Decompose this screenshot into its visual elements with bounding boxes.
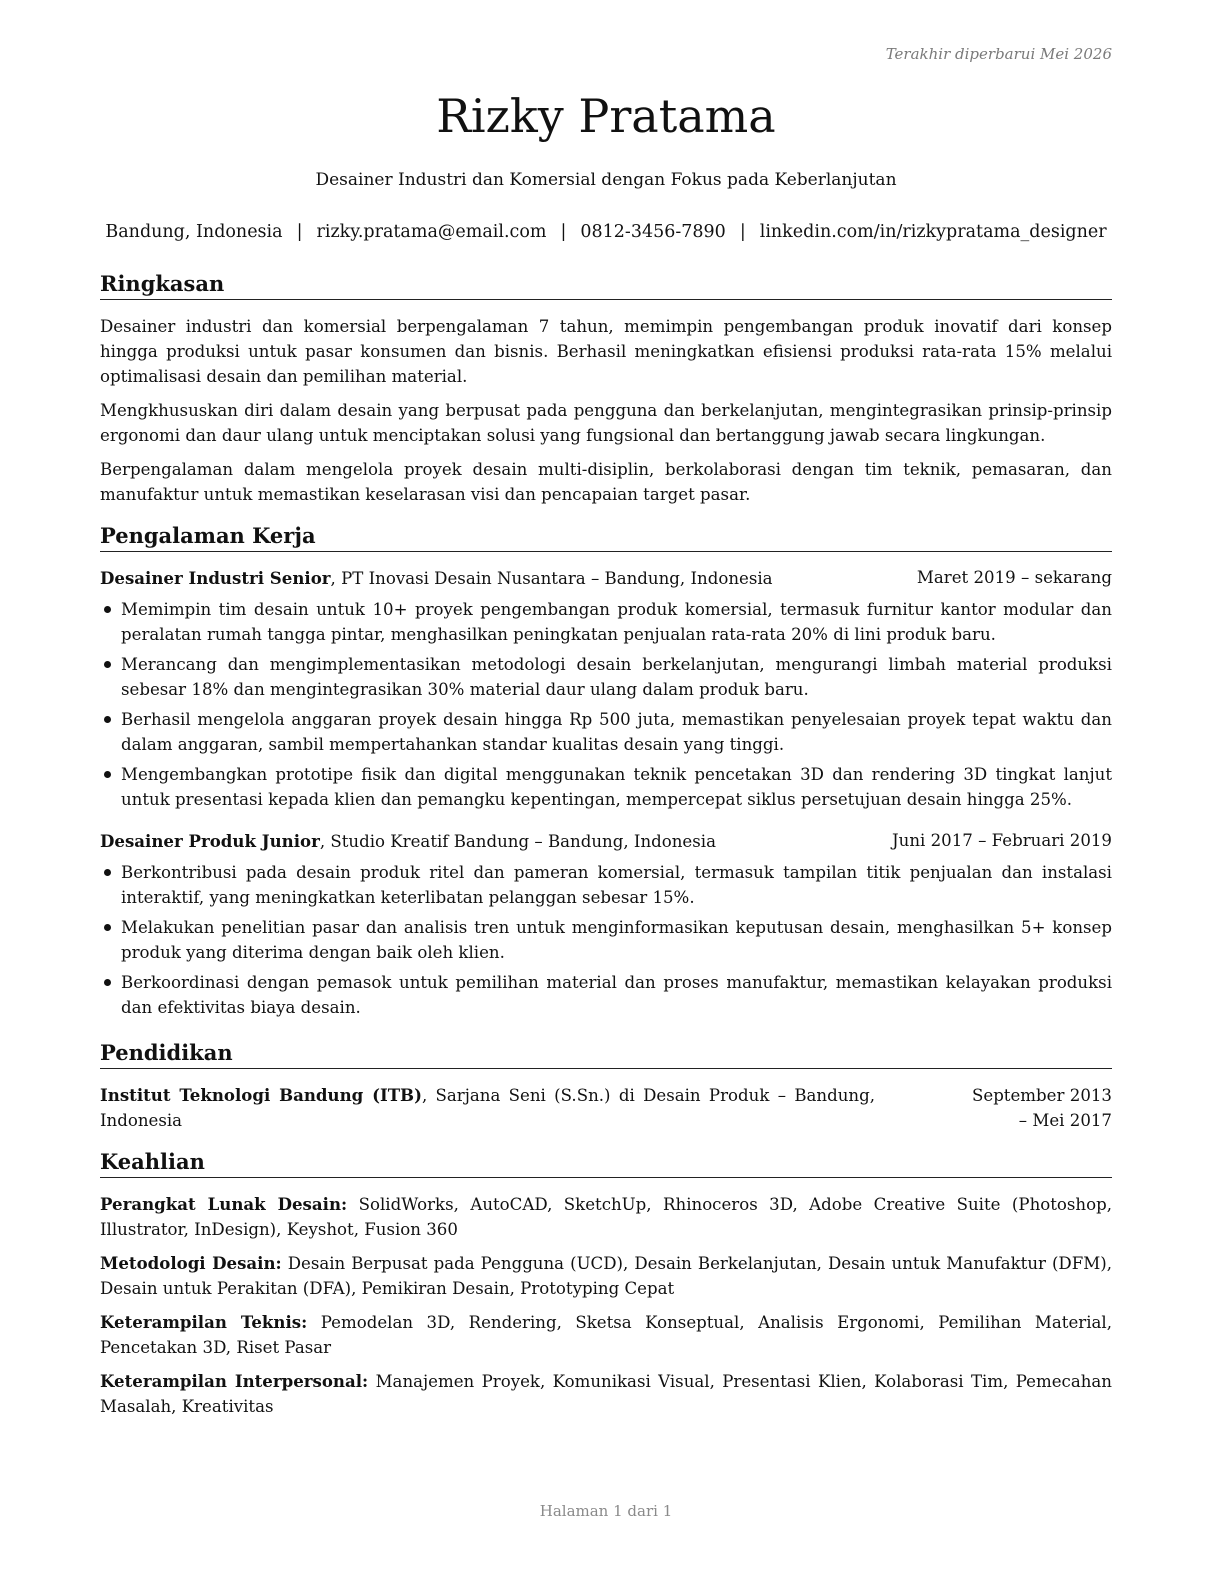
education-degree: , Sarjana Seni (S.Sn.) di Desain Produk – Bandung, Indonesia	[100, 1086, 875, 1130]
education-dates: September 2013 – Mei 2017	[972, 1086, 1112, 1130]
resume-page	[100, 0, 1112, 1584]
job-entry	[100, 829, 1112, 1020]
job-bullet: Berkontribusi pada desain produk ritel dan pameran komersial, termasuk tampilan titik penjualan dan instalasi interaktif, yang meningkatkan keterlibatan pelanggan sebesar 15%.	[100, 860, 1112, 910]
section-heading-experience: Pengalaman Kerja	[100, 522, 1112, 552]
experience-section	[100, 522, 1112, 1025]
job-bullet: Melakukan penelitian pasar dan analisis tren untuk menginformasikan keputusan desain, menghasilkan 5+ konsep produk yang diterima dengan baik oleh klien.	[100, 915, 1112, 965]
skill-group	[100, 1310, 1112, 1360]
summary-section	[100, 270, 1112, 516]
section-heading-education: Pendidikan	[100, 1039, 1112, 1069]
job-bullet: Berkoordinasi dengan pemasok untuk pemilihan material dan proses manufaktur, memastikan kelayakan produksi dan efektivitas biaya desain.	[100, 970, 1112, 1020]
job-title: Desainer Produk Junior	[100, 831, 320, 851]
job-title: Desainer Industri Senior	[100, 568, 331, 588]
skill-group	[100, 1369, 1112, 1419]
skill-group	[100, 1251, 1112, 1301]
page-number: Halaman 1 dari 1	[539, 1502, 673, 1520]
contact-separator: |	[560, 222, 567, 242]
job-bullet: Merancang dan mengimplementasikan metodologi desain berkelanjutan, mengurangi limbah material produksi sebesar 18% dan mengintegrasikan 30% material daur ulang dalam produk baru.	[100, 652, 1112, 702]
candidate-tagline: Desainer Industri dan Komersial dengan Fokus pada Keberlanjutan	[315, 170, 897, 190]
job-bullet: Memimpin tim desain untuk 10+ proyek pengembangan produk komersial, termasuk furnitur kantor modular dan peralatan rumah tangga pintar, menghasilkan peningkatan penjualan rata-rata 20% di lini produk baru.	[100, 597, 1112, 647]
job-header	[100, 566, 1112, 591]
job-dates: Juni 2017 – Februari 2019	[892, 831, 1112, 850]
skill-label: Keterampilan Interpersonal:	[100, 1371, 369, 1391]
education-institution: Institut Teknologi Bandung (ITB)	[100, 1085, 422, 1105]
job-dates: Maret 2019 – sekarang	[916, 568, 1112, 587]
summary-paragraph: Desainer industri dan komersial berpengalaman 7 tahun, memimpin pengembangan produk inovatif dari konsep hingga produksi untuk pasar konsumen dan bisnis. Berhasil meningkatkan efisiensi produksi rata-rata 15% melalui optimalisasi desain dan pemilihan material.	[100, 317, 1112, 386]
summary-paragraph: Berpengalaman dalam mengelola proyek desain multi-disiplin, berkolaborasi dengan tim teknik, pemasaran, dan manufaktur untuk memastikan keselarasan visi dan pencapaian target pasar.	[100, 460, 1112, 504]
skills-section	[100, 1148, 1112, 1428]
contact-linkedin[interactable]: linkedin.com/in/rizkypratama_designer	[759, 222, 1107, 242]
job-title-line	[100, 566, 773, 591]
skill-label: Keterampilan Teknis:	[100, 1312, 308, 1332]
skill-values: Pemodelan 3D, Rendering, Sketsa Konseptual, Analisis Ergonomi, Pemilihan Material, Pencetakan 3D, Riset Pasar	[100, 1313, 1113, 1357]
skill-values: SolidWorks, AutoCAD, SketchUp, Rhinoceros 3D, Adobe Creative Suite (Photoshop, Illustrator, InDesign), Keyshot, Fusion 360	[100, 1195, 1112, 1239]
job-organization: , PT Inovasi Desain Nusantara – Bandung, Indonesia	[330, 569, 773, 588]
candidate-name: Rizky Pratama	[436, 89, 776, 143]
job-bullets	[100, 860, 1112, 1020]
job-bullet: Berhasil mengelola anggaran proyek desain hingga Rp 500 juta, memastikan penyelesaian proyek tepat waktu dan dalam anggaran, sambil mempertahankan standar kualitas desain yang tinggi.	[100, 707, 1112, 757]
contact-line	[100, 220, 1112, 244]
job-title-line	[100, 829, 716, 854]
contact-separator: |	[739, 222, 746, 242]
education-section	[100, 1039, 1112, 1133]
contact-location: Bandung, Indonesia	[105, 222, 283, 242]
education-detail-line	[100, 1083, 875, 1133]
skill-values: Manajemen Proyek, Komunikasi Visual, Presentasi Klien, Kolaborasi Tim, Pemecahan Masalah, Kreativitas	[100, 1372, 1112, 1416]
job-organization: , Studio Kreatif Bandung – Bandung, Indonesia	[319, 832, 716, 851]
last-updated: Terakhir diperbarui Mei 2026	[885, 45, 1112, 63]
contact-phone: 0812-3456-7890	[580, 222, 726, 242]
section-heading-summary: Ringkasan	[100, 270, 1112, 300]
section-heading-skills: Keahlian	[100, 1148, 1112, 1178]
job-bullet: Mengembangkan prototipe fisik dan digital menggunakan teknik pencetakan 3D dan rendering 3D tingkat lanjut untuk presentasi kepada klien dan pemangku kepentingan, mempercepat siklus persetujuan desain hingga 25%.	[100, 762, 1112, 812]
job-header	[100, 829, 1112, 854]
job-bullets	[100, 597, 1112, 812]
skill-group	[100, 1192, 1112, 1242]
summary-paragraph: Mengkhususkan diri dalam desain yang berpusat pada pengguna dan berkelanjutan, mengintegrasikan prinsip-prinsip ergonomi dan daur ulang untuk menciptakan solusi yang fungsional dan bertanggung jawab secara lingkungan.	[100, 401, 1112, 445]
skill-label: Perangkat Lunak Desain:	[100, 1194, 348, 1214]
education-entry	[100, 1083, 1112, 1133]
contact-separator: |	[296, 222, 303, 242]
skill-label: Metodologi Desain:	[100, 1253, 282, 1273]
skill-values: Desain Berpusat pada Pengguna (UCD), Desain Berkelanjutan, Desain untuk Manufaktur (DFM), Desain untuk Perakitan (DFA), Pemikiran Desain, Prototyping Cepat	[100, 1254, 1112, 1298]
job-entry	[100, 566, 1112, 812]
contact-email[interactable]: rizky.pratama@email.com	[316, 222, 547, 242]
